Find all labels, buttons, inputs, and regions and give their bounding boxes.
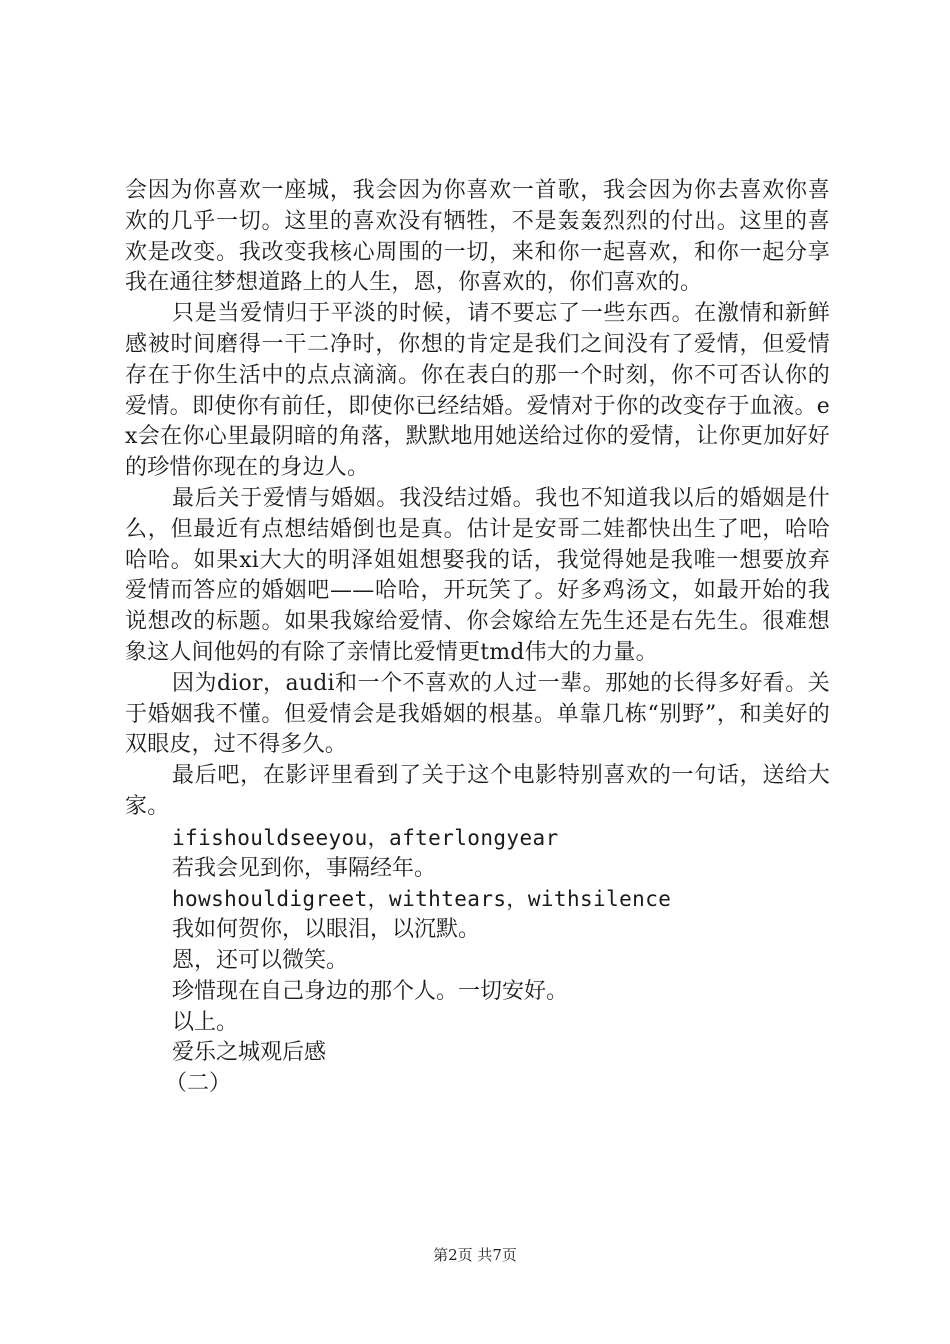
quote-line-chinese-2: 我如何贺你，以眼泪，以沉默。 bbox=[172, 917, 481, 943]
section-title: 爱乐之城观后感 bbox=[172, 1040, 327, 1066]
text-line-cherish: 珍惜现在自己身边的那个人。一切安好。 bbox=[172, 978, 569, 1004]
quote-line-english-1: ifishouldseeyou，afterlongyear bbox=[172, 825, 559, 850]
document-body bbox=[125, 176, 830, 1100]
paragraph-3: 最后关于爱情与婚姻。我没结过婚。我也不知道我以后的婚姻是什么，但最近有点想结婚倒也是真。估计是安哥二娃都快出生了吧，哈哈哈哈。如果xi大大的明泽姐姐想娶我的话，我觉得她是我唯一想要放弃爱情而答应的婚姻吧——哈哈，开玩笑了。好多鸡汤文，如最开始的我说想改的标题。如果我嫁给爱情、你会嫁给左先生还是右先生。很难想象这人间他妈的有除了亲情比爱情更tmd伟大的力量。 bbox=[125, 485, 830, 665]
section-number: （二） bbox=[165, 1071, 232, 1097]
quote-line-english-2: howshouldigreet，withtears，withsilence bbox=[172, 887, 672, 912]
paragraph-1: 会因为你喜欢一座城，我会因为你喜欢一首歌，我会因为你去喜欢你喜欢的几乎一切。这里的喜欢没有牺牲，不是轰轰烈烈的付出。这里的喜欢是改变。我改变我核心周围的一切，来和你一起喜欢，和你一起分享我在通往梦想道路上的人生，恩，你喜欢的，你们喜欢的。 bbox=[125, 178, 830, 296]
paragraph-2: 只是当爱情归于平淡的时候，请不要忘了一些东西。在激情和新鲜感被时间磨得一干二净时，你想的肯定是我们之间没有了爱情，但爱情存在于你生活中的点点滴滴。你在表白的那一个时刻，你不可否认你的爱情。即使你有前任，即使你已经结婚。爱情对于你的改变存于血液。ex会在你心里最阴暗的角落，默默地用她送给过你的爱情，让你更加好好的珍惜你现在的身边人。 bbox=[125, 301, 830, 481]
paragraph-5: 最后吧，在影评里看到了关于这个电影特别喜欢的一句话，送给大家。 bbox=[125, 763, 830, 819]
text-line-end: 以上。 bbox=[172, 1009, 239, 1035]
page-footer: 第2页 共7页 bbox=[433, 1246, 517, 1264]
paragraph-4: 因为dior，audi和一个不喜欢的人过一辈。那她的长得多好看。关于婚姻我不懂。但爱情会是我婚姻的根基。单靠几栋“别野”，和美好的双眼皮，过不得多久。 bbox=[125, 670, 830, 758]
text-line-smile: 恩，还可以微笑。 bbox=[172, 947, 349, 973]
quote-line-chinese-1: 若我会见到你，事隔经年。 bbox=[172, 855, 437, 881]
